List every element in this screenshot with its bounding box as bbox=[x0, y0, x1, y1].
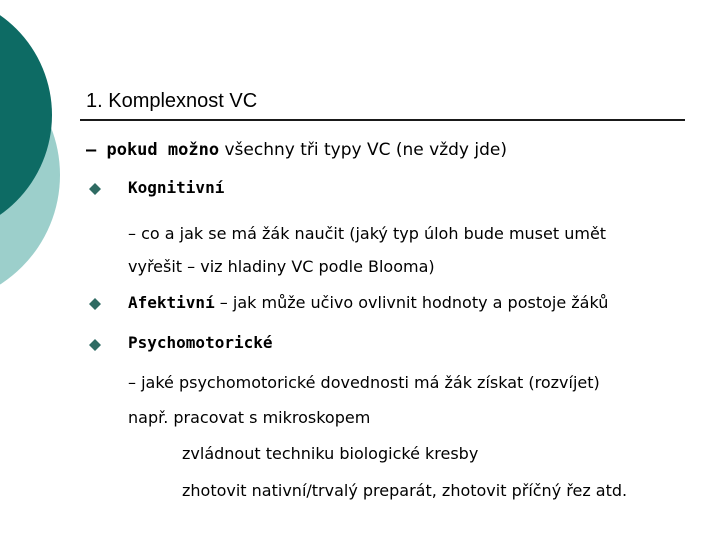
item-heading-afektivni: Afektivní bbox=[128, 293, 215, 312]
item-heading-kognitivni: Kognitivní bbox=[128, 178, 225, 197]
psychomotoricke-line-1: – jaké psychomotorické dovednosti má žák získat (rozvíjet) bbox=[128, 373, 600, 392]
title-underline bbox=[80, 119, 685, 121]
intro-line bbox=[86, 140, 507, 160]
intro-text: všechny tři typy VC (ne vždy jde) bbox=[219, 140, 507, 160]
kognitivni-line-2: vyřešit – viz hladiny VC podle Blooma) bbox=[128, 257, 435, 276]
diamond-bullet-icon bbox=[89, 183, 101, 195]
item-heading-psychomotoricke: Psychomotorické bbox=[128, 333, 273, 352]
psychomotoricke-line-4: zhotovit nativní/trvalý preparát, zhotovit příčný řez atd. bbox=[182, 481, 628, 500]
diamond-bullet-icon bbox=[89, 339, 101, 351]
kognitivni-line-1: – co a jak se má žák naučit (jaký typ úloh bude muset umět bbox=[128, 224, 607, 243]
diamond-bullet-icon bbox=[89, 298, 101, 310]
item-afektivni bbox=[128, 293, 608, 312]
afektivni-text: – jak může učivo ovlivnit hodnoty a postoje žáků bbox=[214, 293, 609, 312]
psychomotoricke-line-3: zvládnout techniku biologické kresby bbox=[182, 444, 479, 463]
psychomotoricke-line-2: např. pracovat s mikroskopem bbox=[128, 408, 371, 427]
slide-title: 1. Komplexnost VC bbox=[86, 90, 258, 112]
intro-emphasis: – pokud možno bbox=[86, 140, 220, 160]
